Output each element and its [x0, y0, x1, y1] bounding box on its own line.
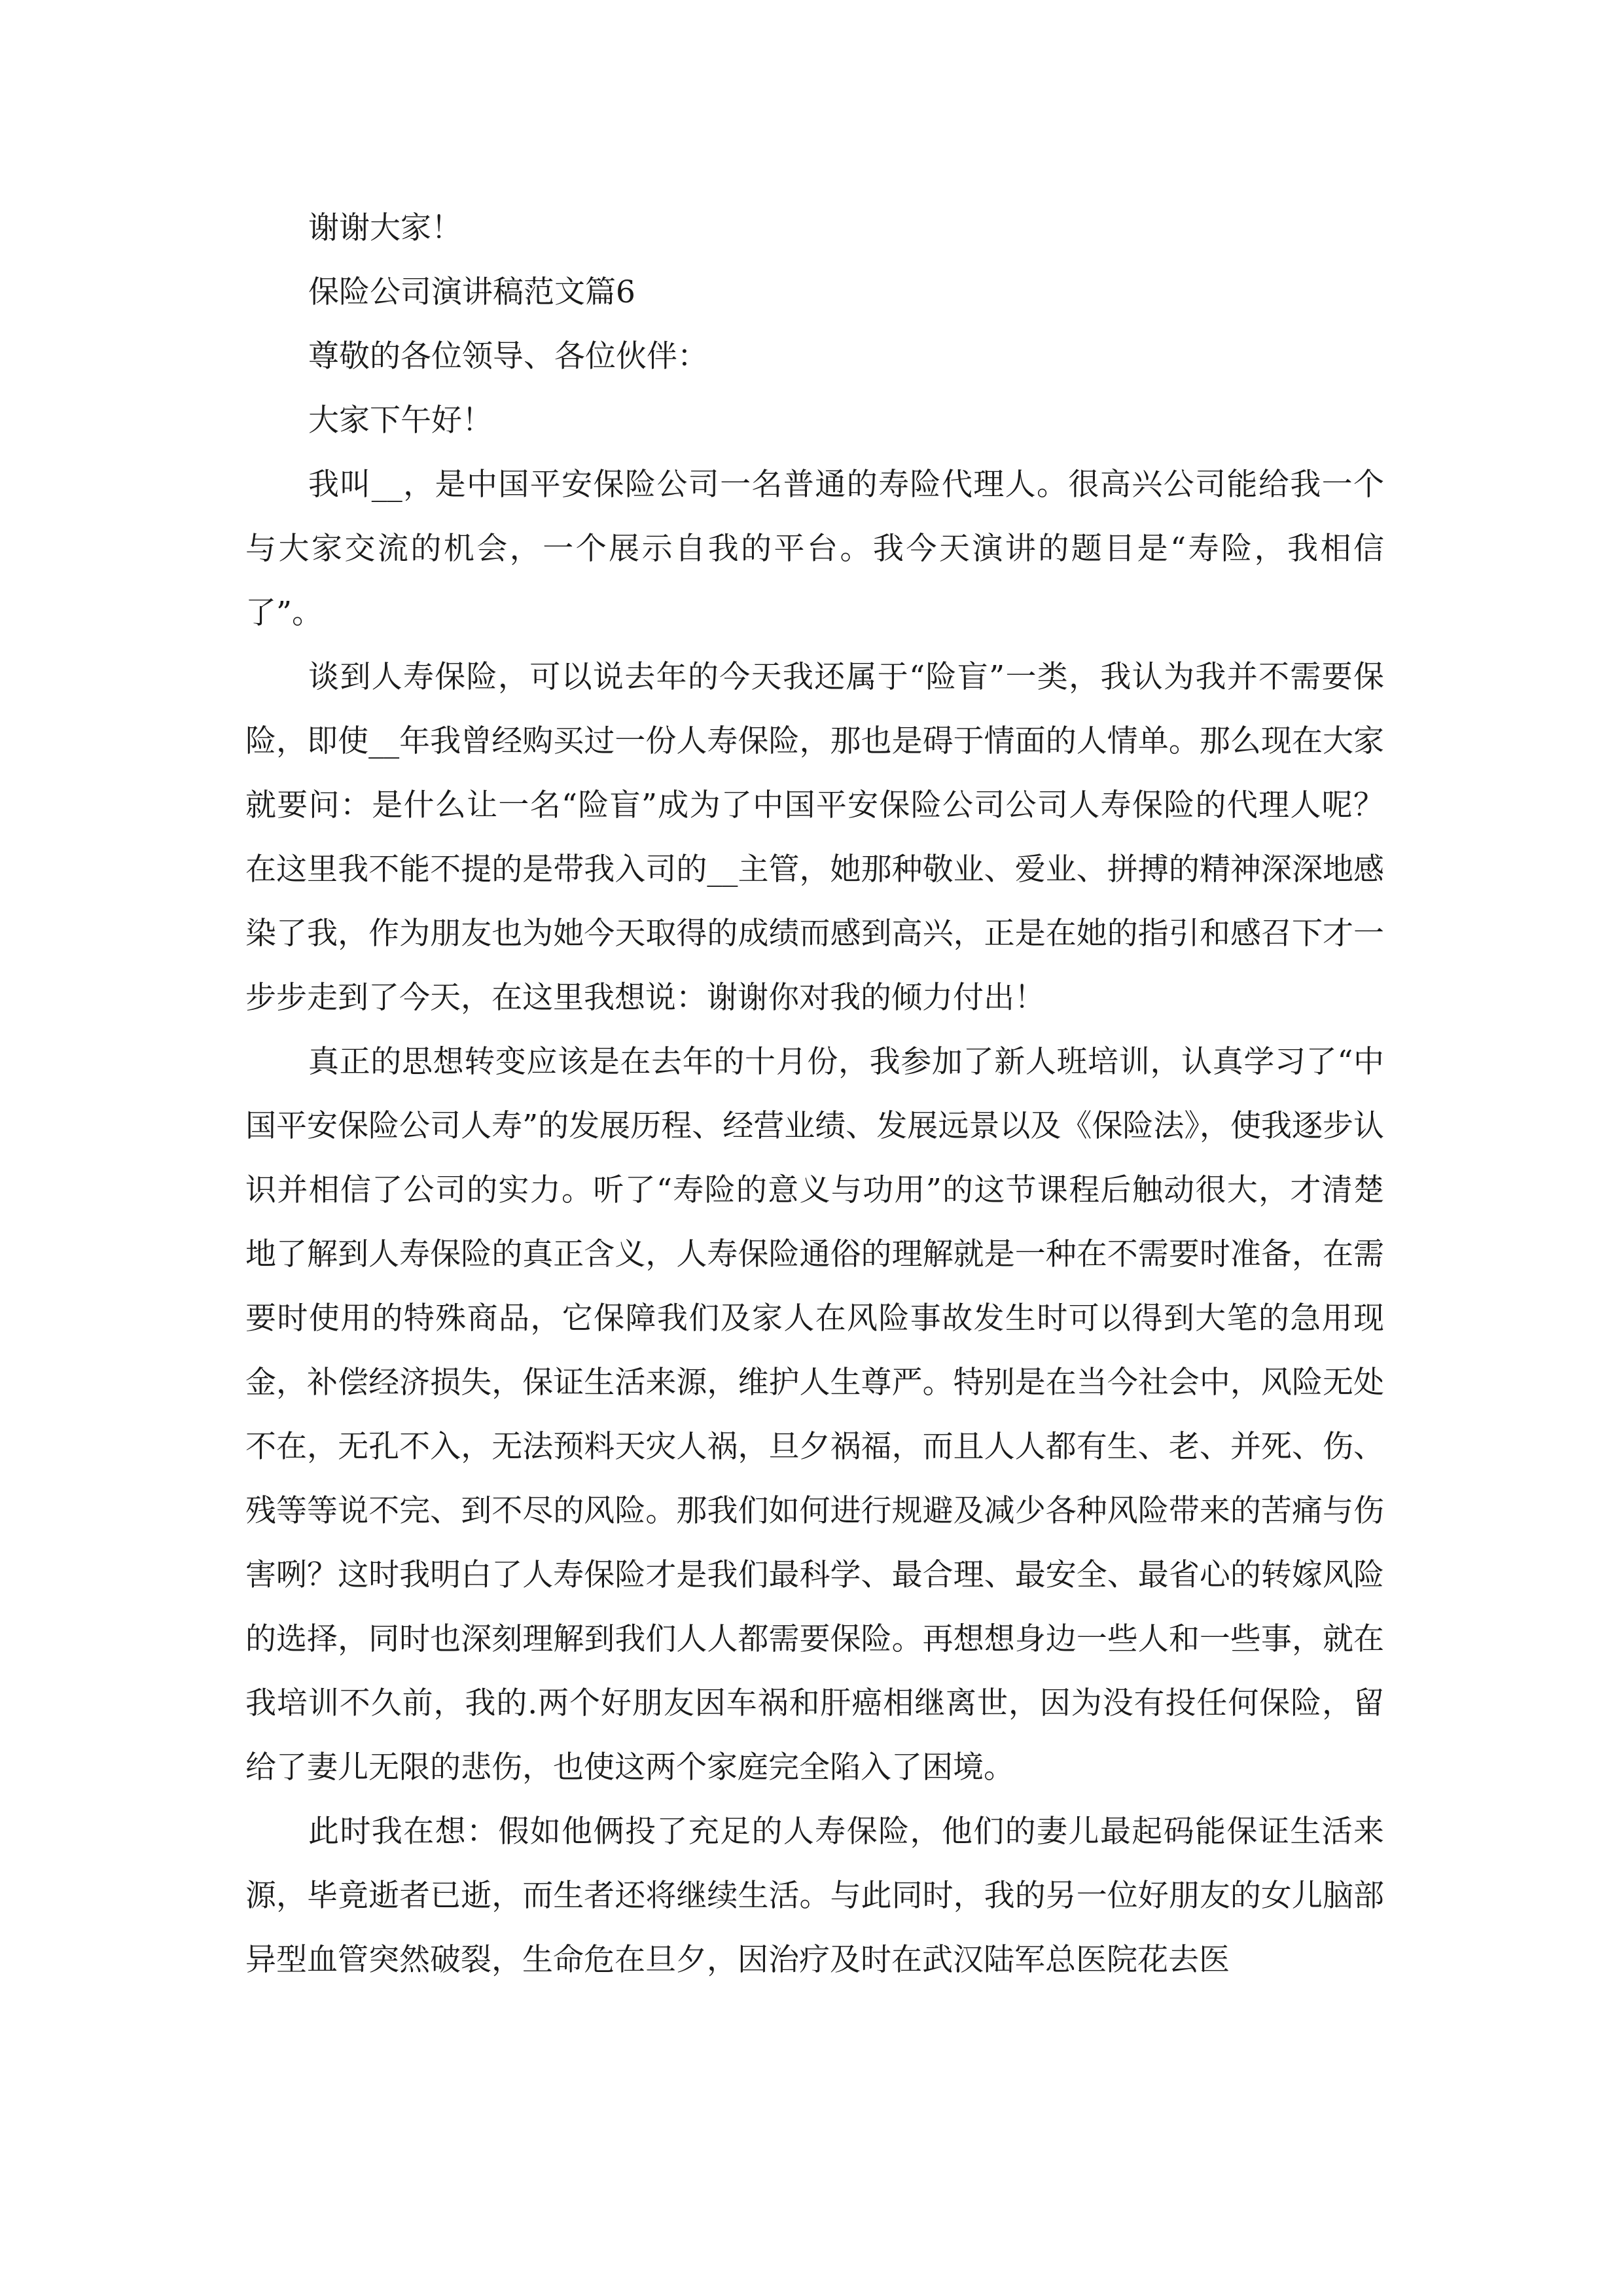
paragraph-transformation: 真正的思想转变应该是在去年的十月份，我参加了新人班培训，认真学习了“中国平安保险公司人寿”的发展历程、经营业绩、发展远景以及《保险法》，使我逐步认识并相信了公司的实力。听了“寿险的意义与功用”的这节课程后触动很大，才清楚地了解到人寿保险的真正含义，人寿保险通俗的理解就是一种在不需要时准备，在需要时使用的特殊商品，它保障我们及家人在风险事故发生时可以得到大笔的急用现金，补偿经济损失，保证生活来源，维护人生尊严。特别是在当今社会中，风险无处不在，无孔不入，无法预料天灾人祸，旦夕祸福，而且人人都有生、老、并死、伤、残等等说不完、到不尽的风险。那我们如何进行规避及减少各种风险带来的苦痛与伤害咧？这时我明白了人寿保险才是我们最科学、最合理、最安全、最省心的转嫁风险的选择，同时也深刻理解到我们人人都需要保险。再想想身边一些人和一些事，就在我培训不久前，我的.两个好朋友因车祸和肝癌相继离世，因为没有投任何保险，留给了妻儿无限的悲伤，也使这两个家庭完全陷入了困境。	[245, 1044, 1384, 1785]
document-body	[245, 196, 1384, 1992]
paragraph-reflection: 此时我在想：假如他俩投了充足的人寿保险，他们的妻儿最起码能保证生活来源，毕竟逝者已逝，而生者还将继续生活。与此同时，我的另一位好朋友的女儿脑部异型血管突然破裂，生命危在旦夕，因治疗及时在武汉陆军总医院花去医	[245, 1814, 1384, 1978]
paragraph-background: 谈到人寿保险，可以说去年的今天我还属于“险盲”一类，我认为我并不需要保险，即使__年我曾经购买过一份人寿保险，那也是碍于情面的人情单。那么现在大家就要问：是什么让一名“险盲”成为了中国平安保险公司公司人寿保险的代理人呢？在这里我不能不提的是带我入司的__主管，她那种敬业、爱业、拼搏的精神深深地感染了我，作为朋友也为她今天取得的成绩而感到高兴，正是在她的指引和感召下才一步步走到了今天，在这里我想说：谢谢你对我的倾力付出！	[245, 659, 1384, 1016]
greeting-line: 大家下午好！	[308, 403, 493, 439]
closing-thanks-line: 谢谢大家！	[308, 210, 462, 246]
salutation-line: 尊敬的各位领导、各位伙伴：	[308, 338, 708, 374]
paragraph-introduction: 我叫__，是中国平安保险公司一名普通的寿险代理人。很高兴公司能给我一个与大家交流的机会，一个展示自我的平台。我今天演讲的题目是“寿险，我相信了”。	[245, 467, 1384, 631]
section-title: 保险公司演讲稿范文篇6	[308, 274, 635, 310]
